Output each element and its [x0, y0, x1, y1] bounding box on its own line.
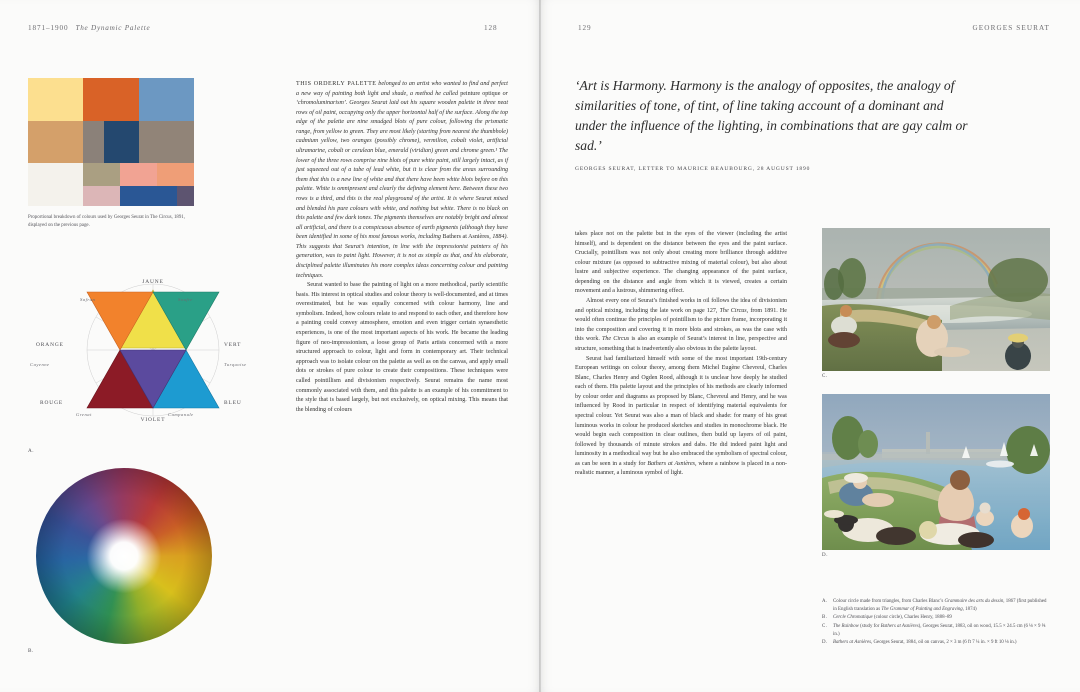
- paragraph: Seurat wanted to base the painting of light on a more methodical, partly scientific basis. His interest in optical studies and colour theory is well-documented, and at times overestimated, but he was equally concerned with colour harmony, line and symbolism. Indeed, how colours relate to and respond to each other, and therefore how a painting could convey atmosphere, emotion and even trigger certain synaesthetic experiences, is one of the most important aspects of his work. He became the leading figure of neo-impressionism, a loose group of Paris artists concerned with a more structured approach to colour, light and form in contemporary art. Their technical approach was to isolate colour on the palette as well as on the canvas, and apply small dots or strokes of pure colour to create their compositions. These techniques were called pointillism and divisionism respectively. Seurat remains the name most commonly associated with them, and this palette is an example of his commitment to the style that is based largely, but not exclusively, on optical mixing. This means that the blending of colours: [296, 282, 508, 413]
- plate-label-d: D.: [822, 553, 829, 558]
- swatch-orange: [83, 78, 138, 121]
- figure-label-a: A.: [28, 448, 35, 454]
- label-orange: ORANGE: [36, 342, 64, 348]
- caption-item: [822, 614, 1050, 622]
- running-head-chapter: The Dynamic Palette: [75, 24, 151, 32]
- label-grenat: Grenat: [76, 412, 92, 417]
- swatch-cerulean: [139, 78, 194, 121]
- figure-label-b: B.: [28, 648, 34, 654]
- label-cayenne: Cayenne: [30, 362, 50, 367]
- pull-quote: ‘Art is Harmony. Harmony is the analogy of opposites, the analogy of similarities of tone, of tint, of line taking account of a dominant and under the influence of the lighting, in combinations that are gay calm or sad.’: [575, 78, 968, 153]
- swatch-grey-brown: [83, 121, 138, 164]
- label-rouge: ROUGE: [40, 400, 64, 406]
- swatch-apricot: [157, 163, 194, 185]
- label-vert: VERT: [224, 342, 242, 348]
- paragraph: takes place not on the palette but in the eyes of the viewer (including the artist himself), and is dependent on the distance between the eyes and the paint surface. Crucially, pointillism was not only about creating more brilliance through additive colour mixture (as opposed to subtractive mixing of material colour), but also about lustre and subjective experience. The changing appearance of the paint surface, depending on the distance and angle from which it is viewed, creates a certain movement and a lustrous, shimmering effect.: [575, 231, 787, 295]
- label-bleu: BLEU: [224, 400, 242, 406]
- plate-bathers-at-asnieres: [822, 394, 1050, 550]
- plate-label-c: C.: [822, 374, 828, 379]
- star-colour-diagram: [28, 252, 278, 448]
- paragraph-opening: THIS ORDERLY PALETTE belonged to an artist who wanted to find and perfect a new way of painting both light and shade, a method he called peinture optique or ‘chromoluminarism’. Georges Seurat laid out his square wooden palette in three neat rows of oil paint, occupying only the upper horizontal half of the surface. Along the top edge of the palette are nine smudged blots of pure colour, following the prismatic range, from yellow to green. They are most likely (starting from nearest the thumbhole) cadmium yellow, two oranges (possibly chrome), vermilion, cobalt violet, artificial ultramarine, cobalt or cerulean blue, emerald (viridian) green and chrome green.¹ The lower of the three rows comprise nine blots of pure white paint, still largely intact, as if just squeezed out of a tube of lead white, but it is clear from the areas surrounding them that this is a new line of white and that there have been white blots before on this palette. White is omnipresent and clearly the defining element here. Between these two rows is a third, and this is the real playground of the artist. It is where Seurat mixed and blended his pure colours with white, and nothing but white. There is no black on this palette and few dark tones. The pigments themselves are notably bright and almost all artificial, and there is a conspicuous absence of earth pigments (although they have been identified in some of his most famous works, including Bathers at Asnières, 1884). This suggests that Seurat’s intention, in line with the impressionist painters of his generation, was to paint light. However, it is not as simple as that, and his elaborate, disciplined palette illuminates his more complex ideas concerning colour and painting techniques.: [296, 81, 508, 279]
- right-folio: 129: [578, 24, 592, 32]
- label-soufre: Soufre: [178, 297, 193, 302]
- treemap-caption: Proportional breakdown of colours used by Georges Seurat in The Circus, 1891, displayed on the previous page.: [28, 215, 185, 228]
- pull-quote-attribution: GEORGES SEURAT, LETTER TO MAURICE BEAUBOURG, 28 AUGUST 1890: [575, 166, 811, 172]
- swatch-taupe: [139, 121, 194, 164]
- paragraph: Almost every one of Seurat’s finished works in oil follows the idea of divisionism and optical mixing, including the late work on page 127, The Circus, from 1891. He would often continue the principles of pointillism to the picture frame, incorporating it into the composition and covering it in more blots and strokes, as was the case with this work. The Circus is also an example of Seurat’s interest in line, perspective and structure, something that is inadvertently also obvious in the palette layout.: [575, 298, 787, 352]
- caption-item: [822, 639, 1050, 647]
- plate-caption-list: [822, 598, 1050, 648]
- label-jaune: JAUNE: [142, 279, 164, 285]
- paragraph: Seurat had familiarized himself with some of the most important 19th-century European writings on colour theory, among them Michel Eugène Chevreul, Charles Blanc, Charles Henry and Ogden Rood, although it is unclear how deeply he studied each of them. His palette layout and the principles of his methods are clearly informed by colour order and diagrams as proposed by Blanc, Chevreul and Henry, and he was influenced by Rood in particular in respect of identifying material equivalents for spectral colour. Yet Seurat was also a man of black and shade: for many of his great luminous works in colour he produced sketches and studies in monochrome black. He would begin each composition in clear outlines, then build up layers of oil paint, followed by thousands of minute strokes and dabs. He did indeed paint light and luminosity in a methodical way but he also embraced the symbolism of spectral colour, as can be seen in a study for Bathers at Asnières, where a rainbow is placed in a non-realistic manner, a luminous symbol of light.: [575, 355, 787, 477]
- label-safran: Safran: [80, 297, 96, 302]
- caption-text: Colour circle made from triangles, from Charles Blanc’s Grammaire des arts du dessin, 1867 (first published in English translation as The Grammar of Painting and Engraving, 1874): [833, 599, 1047, 612]
- left-folio: 128: [484, 24, 498, 32]
- caption-item: [822, 623, 1050, 638]
- cercle-chromatique-figure: [36, 468, 212, 644]
- caption-key: C.: [822, 623, 828, 629]
- caption-text: Cercle Chromatique (colour circle), Charles Henry, 1888–89: [833, 615, 952, 621]
- swatch-lead-white: [28, 163, 83, 206]
- caption-key: D.: [822, 640, 828, 646]
- label-violet: VIOLET: [140, 417, 166, 423]
- caption-key: B.: [822, 615, 828, 621]
- left-body-column: [296, 80, 508, 415]
- plate-the-rainbow: [822, 228, 1050, 371]
- caption-text: The Rainbow (study for Bathers at Asnières), Georges Seurat, 1883, oil on wood, 15.5 × 24.5 cm (6 ⅛ × 9 ⅝ in.): [833, 623, 1046, 637]
- spread-gutter: [539, 0, 541, 692]
- swatch-violet: [177, 186, 194, 206]
- caption-key: A.: [822, 599, 828, 604]
- swatch-cadmium-yellow: [28, 78, 83, 121]
- caption-item: [822, 598, 1050, 613]
- palette-proportion-treemap: [28, 78, 194, 206]
- right-body-column: [575, 230, 787, 479]
- caption-text: Bathers at Asnières, Georges Seurat, 1884, oil on canvas, 2 × 3 m (6 ft 7 ¼ in. × 9 ft 10 ⅛ in.): [833, 640, 1017, 646]
- chromatic-circle-sphere: [36, 468, 212, 644]
- left-running-head: [28, 24, 150, 32]
- label-turquoise: Turquoise: [224, 362, 247, 367]
- swatch-ochre: [28, 121, 83, 164]
- label-campanule: Campanule: [168, 412, 194, 417]
- swatch-ultramarine: [120, 186, 178, 206]
- swatch-column-salmon: [139, 163, 194, 206]
- right-running-head: GEORGES SEURAT: [972, 24, 1050, 32]
- running-head-era: 1871–1900: [28, 24, 69, 32]
